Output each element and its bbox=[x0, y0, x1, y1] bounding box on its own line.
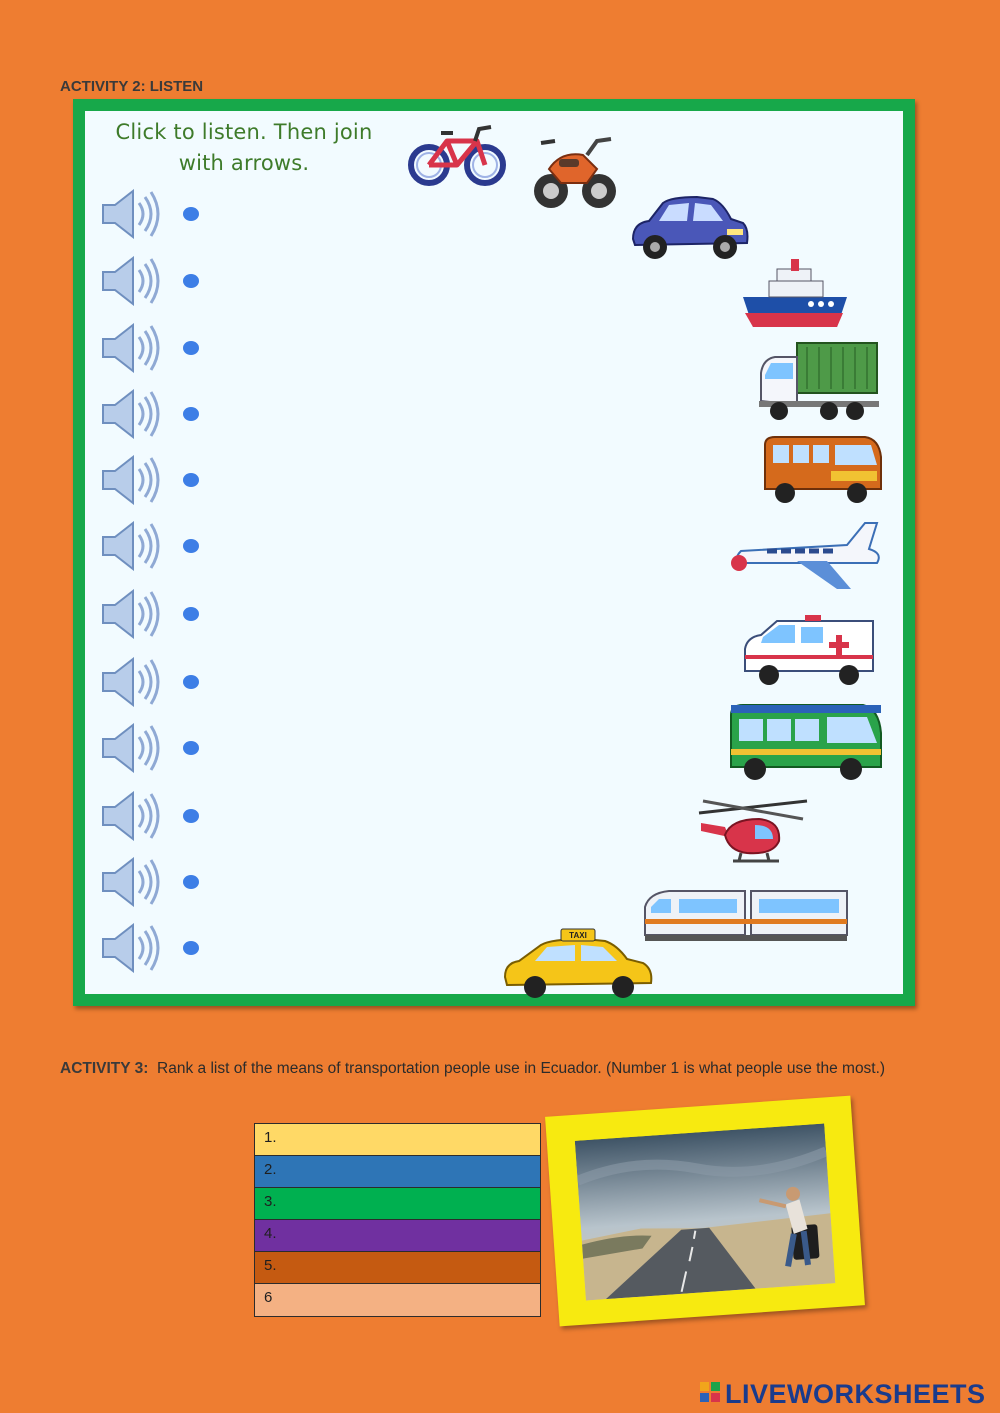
speaker-icon[interactable] bbox=[99, 791, 163, 841]
rank-row[interactable]: 6 bbox=[255, 1284, 540, 1316]
bus-icon bbox=[761, 433, 885, 507]
connector-dot[interactable] bbox=[183, 341, 199, 355]
activity-3-instruction bbox=[60, 1057, 940, 1081]
speaker-icon[interactable] bbox=[99, 589, 163, 639]
rank-row[interactable]: 4. bbox=[255, 1220, 540, 1252]
photo-frame bbox=[545, 1096, 865, 1327]
motorcycle-icon bbox=[531, 129, 623, 215]
brand-name: LIVEWORKSHEETS bbox=[725, 1379, 986, 1409]
rank-row[interactable]: 2. bbox=[255, 1156, 540, 1188]
speaker-icon[interactable] bbox=[99, 256, 163, 306]
speaker-row bbox=[99, 455, 219, 505]
ambulance-icon bbox=[741, 613, 879, 691]
hitchhiker-photo bbox=[575, 1123, 836, 1300]
connector-dot[interactable] bbox=[183, 675, 199, 689]
rank-row[interactable]: 1. bbox=[255, 1124, 540, 1156]
rank-row[interactable]: 3. bbox=[255, 1188, 540, 1220]
activity-2-title: ACTIVITY 2: LISTEN bbox=[60, 78, 204, 95]
connector-dot[interactable] bbox=[183, 207, 199, 221]
connector-dot[interactable] bbox=[183, 539, 199, 553]
speaker-icon[interactable] bbox=[99, 389, 163, 439]
connector-dot[interactable] bbox=[183, 473, 199, 487]
connector-dot[interactable] bbox=[183, 809, 199, 823]
speaker-icon[interactable] bbox=[99, 657, 163, 707]
speaker-row bbox=[99, 723, 219, 773]
activity-3-text: Rank a list of the means of transportation people use in Ecuador. (Number 1 is what people use the most.) bbox=[157, 1060, 886, 1077]
speaker-row bbox=[99, 657, 219, 707]
speaker-row bbox=[99, 256, 219, 306]
taxi-sign: TAXI bbox=[569, 931, 587, 940]
activity-3-label: ACTIVITY 3: bbox=[60, 1060, 149, 1077]
speaker-row bbox=[99, 389, 219, 439]
liveworksheets-logo bbox=[698, 1378, 998, 1412]
car-icon bbox=[627, 193, 753, 263]
speaker-icon[interactable] bbox=[99, 323, 163, 373]
instruction-line-2: with arrows. bbox=[178, 151, 310, 175]
taxi-icon bbox=[501, 923, 657, 999]
speaker-row bbox=[99, 323, 219, 373]
speaker-icon[interactable] bbox=[99, 723, 163, 773]
speaker-row bbox=[99, 189, 219, 239]
connector-dot[interactable] bbox=[183, 741, 199, 755]
connector-dot[interactable] bbox=[183, 607, 199, 621]
connector-dot[interactable] bbox=[183, 875, 199, 889]
truck-icon bbox=[757, 339, 881, 423]
ship-icon bbox=[741, 257, 851, 333]
speaker-row bbox=[99, 521, 219, 571]
speaker-row bbox=[99, 589, 219, 639]
instruction-text bbox=[99, 117, 389, 179]
train-icon bbox=[641, 887, 851, 947]
connector-dot[interactable] bbox=[183, 941, 199, 955]
rank-row[interactable]: 5. bbox=[255, 1252, 540, 1284]
speaker-row bbox=[99, 923, 219, 973]
helicopter-icon bbox=[695, 797, 813, 873]
city-bus-icon bbox=[727, 701, 887, 785]
rank-table bbox=[254, 1123, 541, 1317]
instruction-line-1: Click to listen. Then join bbox=[115, 120, 373, 144]
speaker-icon[interactable] bbox=[99, 521, 163, 571]
speaker-icon[interactable] bbox=[99, 857, 163, 907]
speaker-row bbox=[99, 791, 219, 841]
airplane-icon bbox=[727, 519, 887, 601]
speaker-icon[interactable] bbox=[99, 455, 163, 505]
speaker-icon[interactable] bbox=[99, 923, 163, 973]
connector-dot[interactable] bbox=[183, 407, 199, 421]
activity-panel-inner bbox=[85, 111, 903, 994]
connector-dot[interactable] bbox=[183, 274, 199, 288]
activity-panel bbox=[73, 99, 915, 1006]
bicycle-icon bbox=[407, 119, 509, 191]
speaker-row bbox=[99, 857, 219, 907]
speaker-icon[interactable] bbox=[99, 189, 163, 239]
